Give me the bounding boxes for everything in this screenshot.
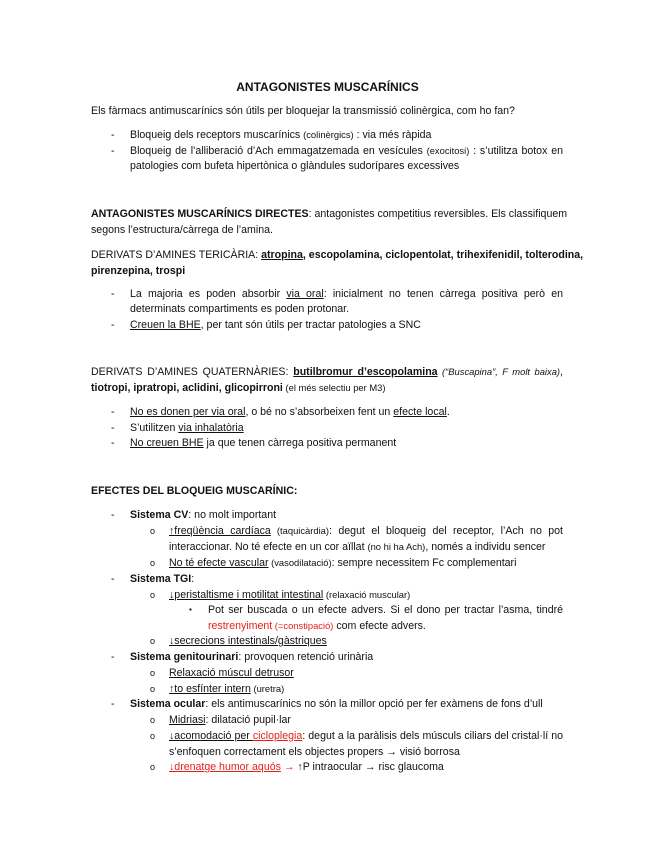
bullet-underline: No creuen BHE [130,437,204,449]
item-note: (colinèrgics) [303,129,354,140]
effect-text: : degut el bloqueig del receptor, l’Ach no pot [329,525,563,537]
terciaria-bullet-1-cont: determinats compartiments es poden protonar. [130,303,350,315]
cv-item-2 [169,556,516,570]
dash-bullet: - [111,288,115,300]
tgi-item-1 [169,588,410,602]
punctuation: , [560,366,563,378]
terciaria-bullet-1 [130,287,563,301]
page-title: ANTAGONISTES MUSCARÍNICS [236,80,419,94]
ocular-item-3 [169,760,444,774]
effect-text: com efecte advers. [333,620,426,632]
bullet-underline: efecte local [393,406,447,418]
circle-bullet: o [150,715,156,725]
effect-text: , només a individu sencer [425,541,546,553]
effect-text: : sempre necessitem Fc complementari [331,557,517,569]
effect-note: (taquicàrdia) [270,525,330,536]
directes-paragraph [91,207,568,221]
section-heading: ANTAGONISTES MUSCARÍNICS DIRECTES [91,208,309,220]
effect-underline: No té efecte vascular [169,557,269,569]
system-label: Sistema TGI [130,573,192,585]
effect-underline: Midriasi [169,714,206,726]
intro-item-2 [130,144,563,158]
quaternaria-bullet-2 [130,421,244,435]
dash-bullet: - [111,573,115,585]
square-bullet: ▪ [189,605,192,614]
ocular-item-2 [169,729,563,743]
intro-item-1 [130,128,431,142]
label-text: DERIVATS D’AMINES TERICÀRIA: [91,249,262,261]
effect-underline: ↓peristaltisme i motilitat intestinal [169,589,324,601]
effect-text: : degut a la paràlisis dels músculs ciliars del cristal·lí no [302,730,563,742]
dash-bullet: - [111,698,115,710]
ocular-item-2-cont: s’enfoquen correctament els objectes propers → visió borrosa [169,746,460,758]
system-cv [130,508,276,522]
item-text: Bloqueig dels receptors muscarínics [130,129,304,141]
highlight-red: restrenyiment [208,620,273,632]
system-label: Sistema ocular [130,698,206,710]
dash-bullet: - [111,509,115,521]
circle-bullet: o [150,526,156,536]
bullet-text: La majoria es poden absorbir [130,288,287,300]
terciaria-bullet-2 [130,318,421,332]
tgi-sub-item-cont [208,619,426,633]
paragraph-text: : antagonistes competitius reversibles. Els classifiquem [308,208,568,220]
ocular-item-1 [169,713,291,727]
effect-note: (relaxació muscular) [323,589,411,600]
tgi-item-2 [169,634,327,648]
system-text: : provoquen retenció urinària [238,651,374,663]
quaternaria-drugs-cont [91,381,386,395]
bullet-text: ja que tenen càrrega positiva permanent [203,437,397,449]
drug-list: tiotropi, ipratropi, aclidini, glicopirroni [91,382,283,394]
drug-name: butilbromur d’escopolamina [293,366,438,378]
effect-underline: Relaxació múscul detrusor [169,667,294,679]
bullet-text: . [446,406,450,418]
terciaria-heading [91,248,584,262]
bullet-text: S’utilitzen [130,422,179,434]
bullet-text: , o bé no s’absorbeixen fent un [245,406,394,418]
system-genitourinari [130,650,373,664]
cv-item-1-cont [169,540,545,554]
directes-paragraph-cont: segons l’estructura/càrrega de l’amina. [91,224,273,236]
quaternaria-bullet-1 [130,405,450,419]
intro-item-2-cont: patologies com bufeta hipertònica o glàndules sudorípares excessives [130,160,460,172]
effect-note: (vasodilatació) [268,557,332,568]
effect-text: : dilatació pupil·lar [205,714,291,726]
system-label: Sistema CV [130,509,189,521]
tgi-sub-item: Pot ser buscada o un efecte advers. Si el dono per tractar l’asma, tindré [208,604,563,616]
quaternaria-heading [91,365,563,379]
system-text: : [191,573,195,585]
system-ocular [130,697,543,711]
circle-bullet: o [150,558,156,568]
item-text: : via més ràpida [353,129,432,141]
bullet-text: , per tant són útils per tractar patologies a SNC [200,319,421,331]
circle-bullet: o [150,668,156,678]
effect-note: (uretra) [250,683,285,694]
bullet-underline: via oral [286,288,324,300]
dash-bullet: - [111,422,115,434]
circle-bullet: o [150,731,156,741]
item-text: : s’utilitza botox en [469,145,563,157]
effect-underline: ↑to esfínter intern [169,683,251,695]
item-text: Bloqueig de l’alliberació d’Ach emmagatzemada en vesícules [130,145,427,157]
effect-text: interaccionar. No té efecte en un cor aïllat [169,541,368,553]
bullet-underline: No es donen per via oral [130,406,246,418]
bullet-underline: via inhalatòria [178,422,244,434]
system-text: : els antimuscarínics no són la millor opció per fer exàmens de fons d’ull [205,698,543,710]
dash-bullet: - [111,651,115,663]
circle-bullet: o [150,590,156,600]
terciaria-drugs-cont: pirenzepina, trospi [91,265,186,277]
item-note: (exocitosi) [426,145,470,156]
label-text: DERIVATS D’AMINES QUATERNÀRIES: [91,366,294,378]
gu-item-2 [169,682,284,696]
circle-bullet: o [150,762,156,772]
highlight-red: cicloplegia [252,730,303,742]
arrow-glyph: → [280,761,298,773]
dash-bullet: - [111,319,115,331]
system-text: : no molt important [188,509,277,521]
drug-name: atropina [261,249,303,261]
quaternaria-bullet-3 [130,436,396,450]
dash-bullet: - [111,129,115,141]
drug-note: (“Buscapina”, F molt baixa) [437,366,561,377]
effect-underline: ↓secrecions intestinals/gàstriques [169,635,327,647]
dash-bullet: - [111,145,115,157]
effect-underline: ↑freqüència cardíaca [169,525,271,537]
effect-text: ↑P intraocular → risc glaucoma [297,761,444,773]
bullet-text: : inicialment no tenen càrrega positiva però en [323,288,564,300]
system-label: Sistema genitourinari [130,651,239,663]
efectes-heading: EFECTES DEL BLOQUEIG MUSCARÍNIC: [91,485,298,497]
effect-underline: ↓acomodació per [169,730,253,742]
drug-list: , escopolamina, ciclopentolat, trihexifenidil, tolterodina, [302,249,584,261]
circle-bullet: o [150,684,156,694]
dash-bullet: - [111,406,115,418]
circle-bullet: o [150,636,156,646]
dash-bullet: - [111,437,115,449]
intro-text: Els fàrmacs antimuscarínics són útils per bloquejar la transmissió colinèrgica, com ho fan? [91,105,515,117]
highlight-red-note: (=constipació) [272,620,334,631]
highlight-red: ↓drenatge humor aquós [169,761,281,773]
cv-item-1 [169,524,563,538]
effect-note: (no hi ha Ach) [367,541,426,552]
gu-item-1 [169,666,294,680]
system-tgi [130,572,194,586]
drug-note: (el més selectiu per M3) [282,382,386,393]
bullet-underline: Creuen la BHE [130,319,201,331]
